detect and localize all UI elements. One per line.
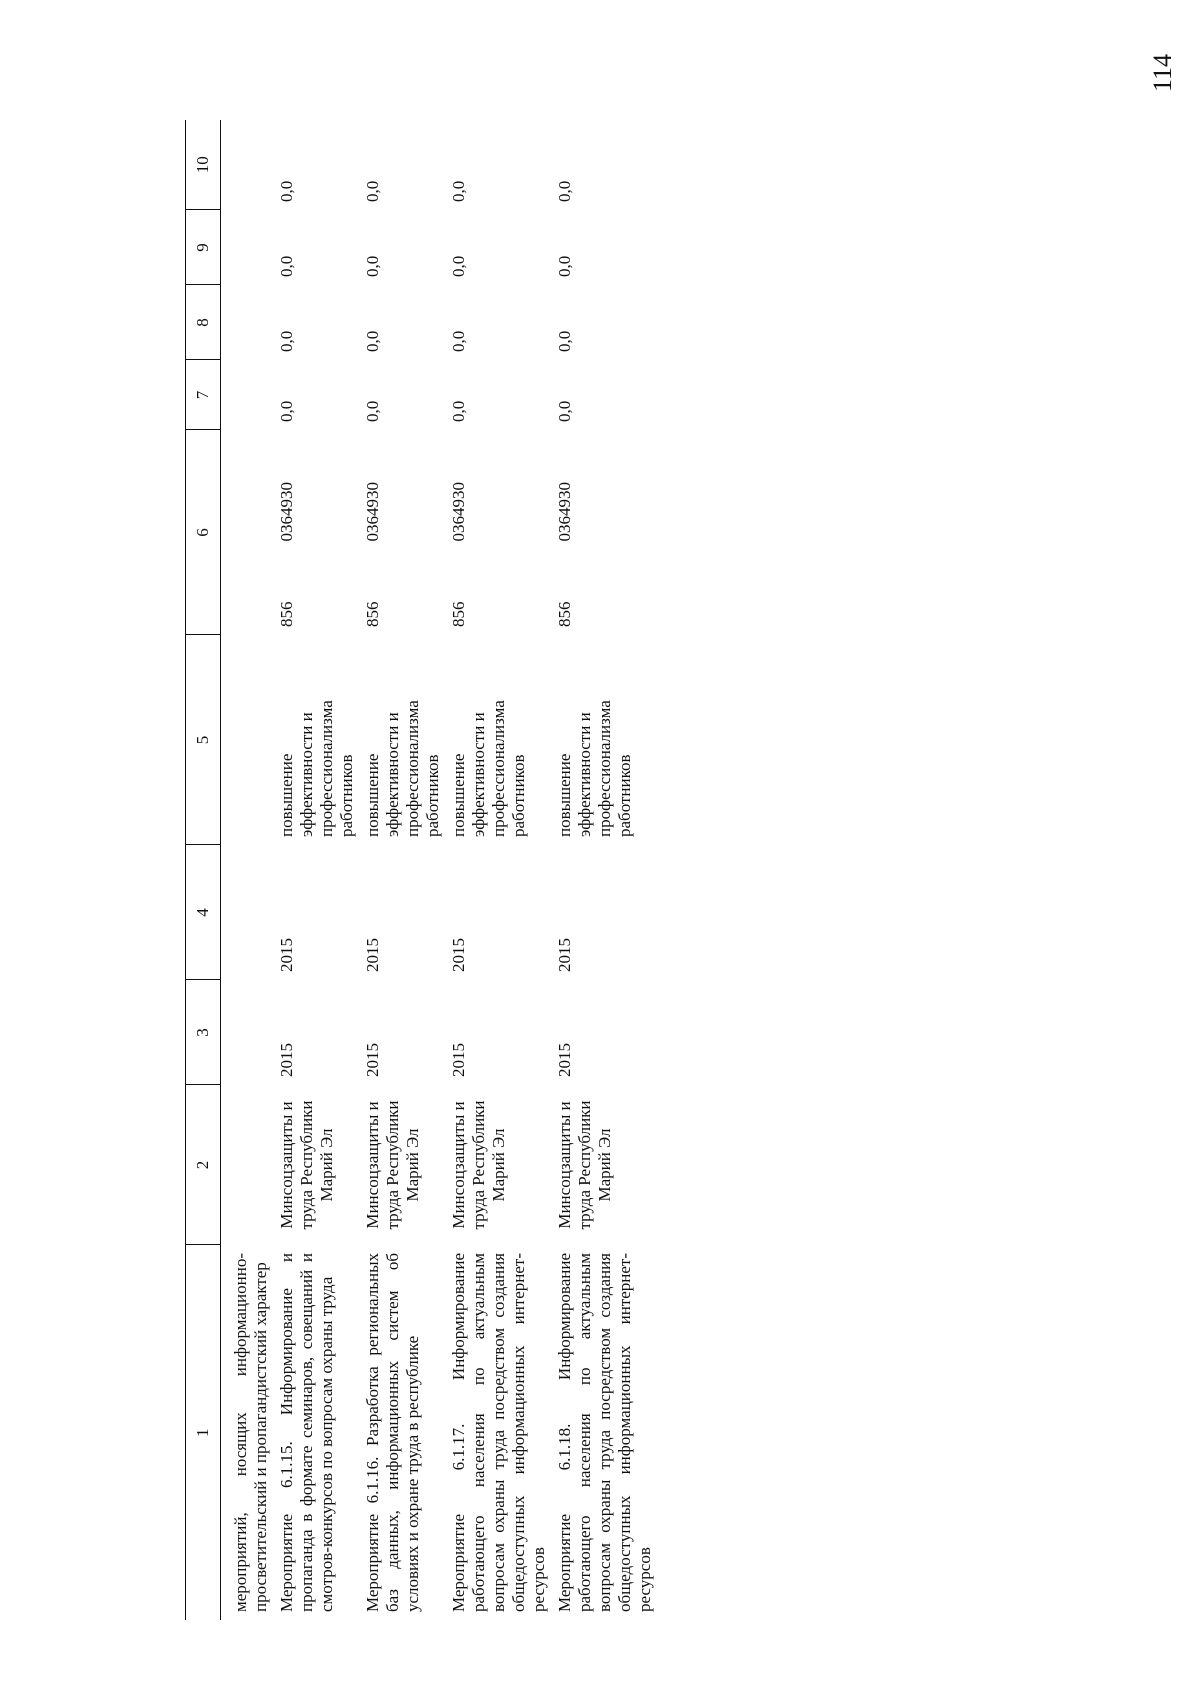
value-col10: 0,0 xyxy=(449,180,468,202)
value-col9: 0,0 xyxy=(277,255,296,277)
grbs-code: 856 xyxy=(449,601,468,627)
end-year: 2015 xyxy=(363,938,382,972)
measure-description: Мероприятие 6.1.17. Информирование работающего населения по актуальным вопросам охраны труда посредством создания общедоступных информационных интернет-ресурсов xyxy=(449,1253,548,1612)
responsible-executor: Минсоцзащиты и труда Республики Марий Эл xyxy=(555,1100,614,1230)
budget-code-cell xyxy=(357,430,443,635)
column-number-header-row xyxy=(186,120,221,1620)
budget-code-cell xyxy=(549,430,655,635)
expected-result: повышение эффективности и профессионализма работников xyxy=(363,700,442,837)
value-col9: 0,0 xyxy=(555,255,574,277)
value-col10: 0,0 xyxy=(363,180,382,202)
grbs-code: 856 xyxy=(363,601,382,627)
table-row xyxy=(271,120,357,1620)
budget-code-cell xyxy=(271,430,357,635)
table-row xyxy=(443,120,549,1620)
end-year: 2015 xyxy=(449,938,468,972)
column-header: 7 xyxy=(186,360,221,430)
measure-description: Мероприятие 6.1.18. Информирование работающего населения по актуальным вопросам охраны труда посредством создания общедоступных информационных интернет-ресурсов xyxy=(555,1253,654,1612)
value-col10: 0,0 xyxy=(277,180,296,202)
target-article-code: 0364930 xyxy=(449,482,468,542)
value-col9: 0,0 xyxy=(449,255,468,277)
continuation-row xyxy=(221,120,272,1620)
responsible-executor: Минсоцзащиты и труда Республики Марий Эл xyxy=(449,1100,508,1230)
column-header: 3 xyxy=(186,980,221,1085)
end-year: 2015 xyxy=(555,938,574,972)
value-col7: 0,0 xyxy=(449,400,468,422)
value-col7: 0,0 xyxy=(277,400,296,422)
column-header: 9 xyxy=(186,210,221,285)
column-header: 8 xyxy=(186,285,221,360)
responsible-executor: Минсоцзащиты и труда Республики Марий Эл xyxy=(277,1100,336,1230)
column-header: 6 xyxy=(186,430,221,635)
column-header: 2 xyxy=(186,1085,221,1245)
target-article-code: 0364930 xyxy=(555,482,574,542)
start-year: 2015 xyxy=(555,1043,574,1077)
value-col8: 0,0 xyxy=(449,330,468,352)
measure-description: мероприятий, носящих информационно-просветительский и пропагандистский характер xyxy=(231,1253,270,1612)
value-col7: 0,0 xyxy=(555,400,574,422)
value-col9: 0,0 xyxy=(363,255,382,277)
program-measures-table xyxy=(185,120,655,1620)
target-article-code: 0364930 xyxy=(277,482,296,542)
budget-code-cell xyxy=(443,430,549,635)
measure-description: Мероприятие 6.1.15. Информирование и пропаганда в формате семинаров, совещаний и смотров-конкурсов по вопросам охраны труда xyxy=(277,1253,336,1612)
rotated-document-sheet xyxy=(185,120,1165,1620)
expected-result: повышение эффективности и профессионализма работников xyxy=(555,700,634,837)
value-col8: 0,0 xyxy=(555,330,574,352)
page-number: 114 xyxy=(1148,54,1177,93)
table-row xyxy=(357,120,443,1620)
column-header: 4 xyxy=(186,845,221,980)
grbs-code: 856 xyxy=(555,601,574,627)
column-header: 1 xyxy=(186,1245,221,1620)
start-year: 2015 xyxy=(363,1043,382,1077)
value-col7: 0,0 xyxy=(363,400,382,422)
value-col10: 0,0 xyxy=(555,180,574,202)
value-col8: 0,0 xyxy=(363,330,382,352)
column-header: 10 xyxy=(186,120,221,210)
grbs-code: 856 xyxy=(277,601,296,627)
responsible-executor: Минсоцзащиты и труда Республики Марий Эл xyxy=(363,1100,422,1230)
measure-description: Мероприятие 6.1.16. Разработка региональных баз данных, информационных систем об условиях и охране труда в республике xyxy=(363,1253,422,1612)
value-col8: 0,0 xyxy=(277,330,296,352)
column-header: 5 xyxy=(186,635,221,845)
start-year: 2015 xyxy=(449,1043,468,1077)
expected-result: повышение эффективности и профессионализма работников xyxy=(449,700,528,837)
start-year: 2015 xyxy=(277,1043,296,1077)
expected-result: повышение эффективности и профессионализма работников xyxy=(277,700,356,837)
table-row xyxy=(549,120,655,1620)
target-article-code: 0364930 xyxy=(363,482,382,542)
end-year: 2015 xyxy=(277,938,296,972)
